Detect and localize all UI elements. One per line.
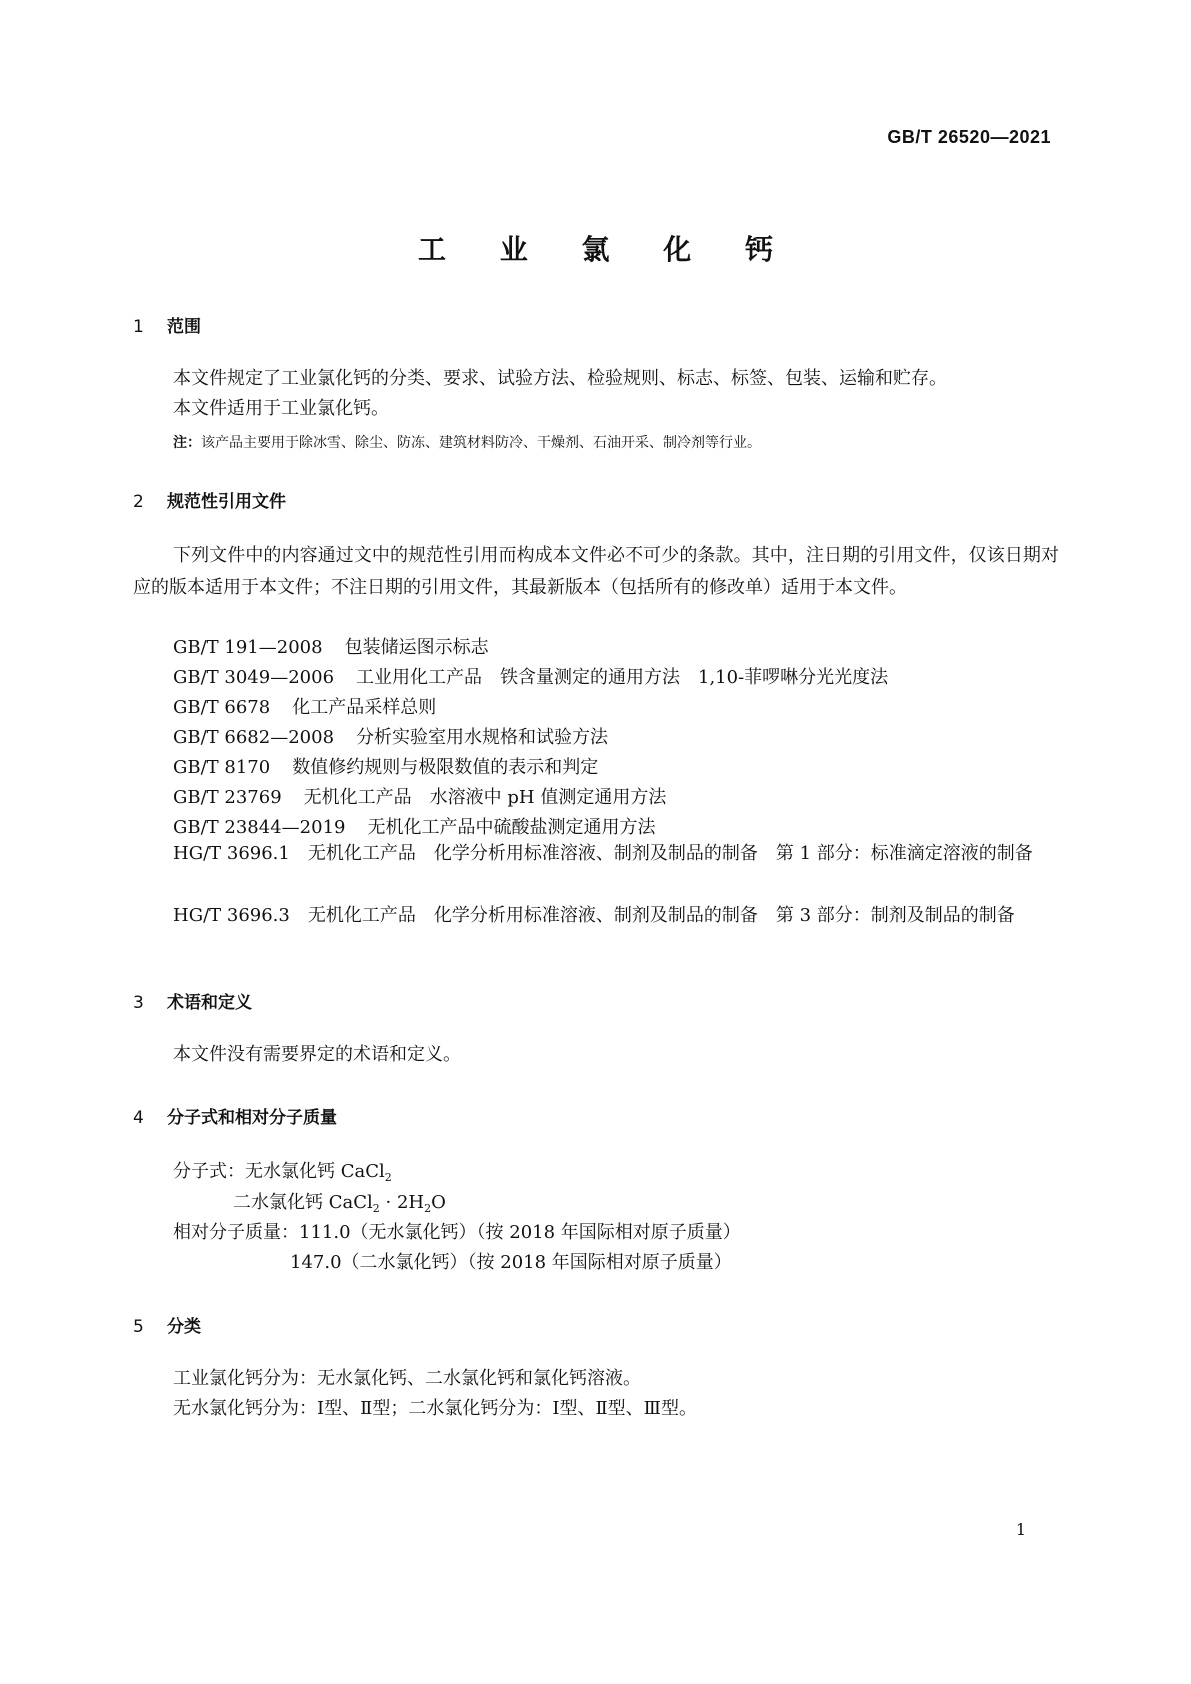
reference-item-long-1: HG/T 3696.1 无机化工产品 化学分析用标准溶液、制剂及制品的制备 第 1 部分：标准滴定溶液的制备: [173, 843, 1033, 864]
section-number: 5: [133, 1317, 144, 1337]
section-title: 术语和定义: [167, 993, 252, 1013]
mass-value: 111.0（无水氯化钙）（按 2018 年国际相对原子质量）: [299, 1222, 741, 1243]
s5-paragraph-2: 无水氯化钙分为：Ⅰ型、Ⅱ型；二水氯化钙分为：Ⅰ型、Ⅱ型、Ⅲ型。: [173, 1398, 698, 1419]
s5-paragraph-1: 工业氯化钙分为：无水氯化钙、二水氯化钙和氯化钙溶液。: [173, 1368, 641, 1389]
note-label: 注：: [173, 435, 201, 451]
reference-title: 无机化工产品 水溶液中 pH 值测定通用方法: [303, 787, 667, 808]
reference-code: GB/T 6678: [173, 697, 271, 718]
chemical-formula: CaCl$_2$ · $2H_2O$: [328, 1192, 446, 1215]
section-2-heading: [133, 487, 286, 512]
formula-dihydrate: [233, 1194, 446, 1214]
section-5-heading: [133, 1312, 201, 1337]
reference-code: GB/T 23769: [173, 787, 282, 808]
molecular-mass-2: 147.0（二水氯化钙）（按 2018 年国际相对原子质量）: [290, 1252, 732, 1273]
formula-label: 分子式：: [173, 1161, 245, 1182]
section-number: 3: [133, 993, 144, 1013]
reference-item: [173, 813, 655, 839]
document-title: 工 业 氯 化 钙: [418, 233, 795, 266]
section-number: 1: [133, 317, 144, 337]
reference-item-long-2: HG/T 3696.3 无机化工产品 化学分析用标准溶液、制剂及制品的制备 第 3 部分：制剂及制品的制备: [173, 905, 1015, 926]
reference-code: GB/T 191—2008: [173, 637, 323, 658]
reference-item: [173, 693, 436, 719]
note-text: 该产品主要用于除冰雪、除尘、防冻、建筑材料防冷、干燥剂、石油开采、制冷剂等行业。: [201, 435, 761, 451]
reference-title: 分析实验室用水规格和试验方法: [356, 727, 609, 748]
page-number: 1: [1015, 1520, 1026, 1539]
section-title: 分类: [167, 1317, 201, 1337]
section-4-heading: [133, 1103, 337, 1128]
section-title: 规范性引用文件: [167, 492, 286, 512]
reference-code: GB/T 8170: [173, 757, 271, 778]
compound-name: 二水氯化钙: [233, 1192, 323, 1213]
reference-title: 数值修约规则与极限数值的表示和判定: [292, 757, 599, 778]
reference-item: [173, 783, 666, 809]
formula-anhydrous: [173, 1163, 392, 1183]
standard-code: GB/T 26520—2021: [887, 127, 1051, 147]
s1-note: [173, 432, 761, 452]
s3-paragraph-1: 本文件没有需要界定的术语和定义。: [173, 1044, 461, 1065]
s2-intro: 下列文件中的内容通过文中的规范性引用而构成本文件必不可少的条款。其中，注日期的引用文件，仅该日期对应的版本适用于本文件；不注日期的引用文件，其最新版本（包括所有的修改单）适用于本文件。: [133, 545, 1059, 598]
reference-title: 无机化工产品中硫酸盐测定通用方法: [367, 817, 656, 838]
reference-title: 包装储运图示标志: [344, 637, 489, 658]
s1-paragraph-1: 本文件规定了工业氯化钙的分类、要求、试验方法、检验规则、标志、标签、包装、运输和贮存。: [173, 368, 947, 389]
reference-code: GB/T 6682—2008: [173, 727, 335, 748]
section-title: 分子式和相对分子质量: [167, 1108, 337, 1128]
compound-name: 无水氯化钙: [245, 1161, 335, 1182]
reference-item: [173, 723, 608, 749]
reference-item: [173, 753, 598, 779]
reference-item: [173, 633, 489, 659]
reference-title: 化工产品采样总则: [292, 697, 437, 718]
section-3-heading: [133, 988, 252, 1013]
section-title: 范围: [167, 317, 201, 337]
s1-paragraph-2: 本文件适用于工业氯化钙。: [173, 398, 389, 419]
molecular-mass-1: [173, 1224, 741, 1242]
section-number: 4: [133, 1108, 144, 1128]
reference-code: GB/T 23844—2019: [173, 817, 346, 838]
reference-code: GB/T 3049—2006: [173, 667, 335, 688]
chemical-formula: CaCl$_2$: [340, 1161, 392, 1184]
mass-label: 相对分子质量：: [173, 1222, 299, 1243]
reference-title: 工业用化工产品 铁含量测定的通用方法 1,10-菲啰啉分光光度法: [356, 667, 889, 688]
reference-item: [173, 663, 888, 689]
section-number: 2: [133, 492, 144, 512]
section-1-heading: [133, 312, 201, 337]
